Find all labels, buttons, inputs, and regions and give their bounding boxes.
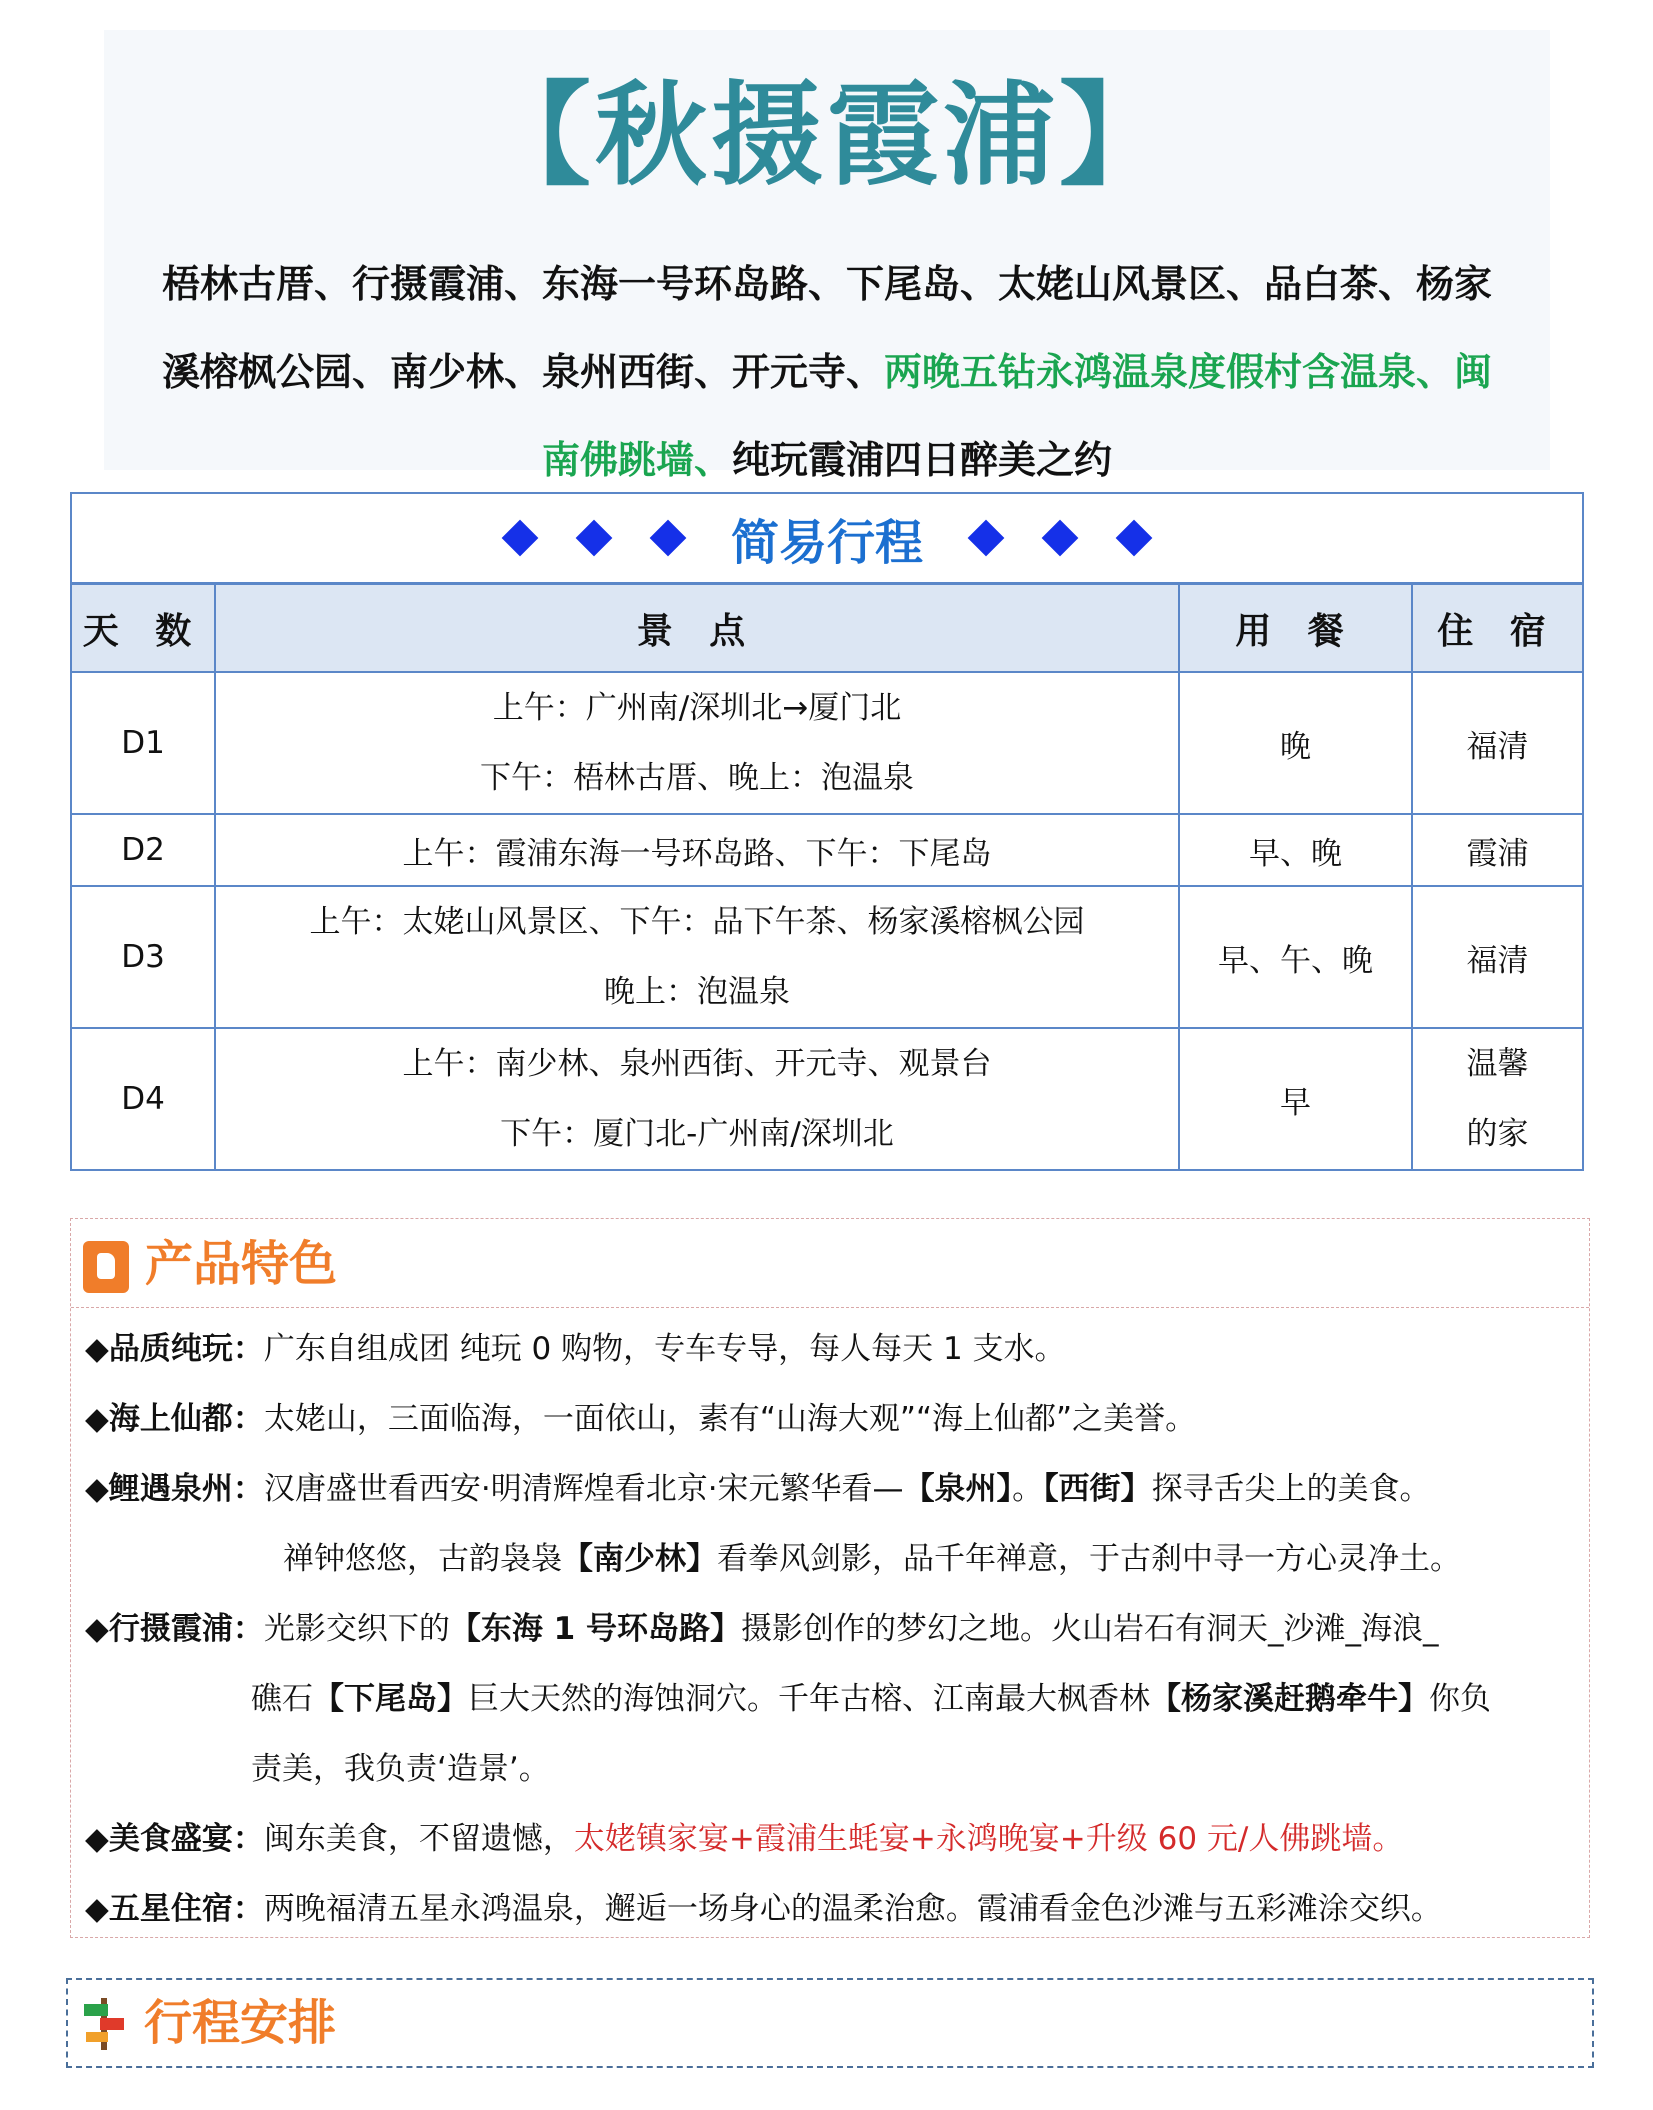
itinerary-grid [72, 585, 1582, 1169]
spot-line: 下午：梧林古厝、晚上：泡温泉 [480, 760, 914, 796]
feature-text: 光影交织下的 [263, 1611, 450, 1647]
feature-text: 广东自组成团 纯玩 0 购物，专车专导，每人每天 1 支水。 [263, 1331, 1066, 1367]
feature-item [85, 1889, 1442, 1929]
day-cell: D1 [72, 672, 215, 814]
stay-line: 温馨 [1466, 1046, 1529, 1082]
feature-text: 责美，我负责‘造景’。 [251, 1751, 550, 1787]
spots-cell [215, 1028, 1179, 1169]
itinerary-title: 简易行程 [730, 514, 923, 571]
feature-label: ◆行摄霞浦： [85, 1611, 264, 1647]
subtitle-line-3-highlight: 南佛跳墙、 [541, 438, 732, 482]
feature-text: 。 [1012, 1471, 1044, 1507]
feature-text: 你负 [1429, 1681, 1491, 1717]
table-row [72, 886, 1582, 1028]
feature-text: 禅钟悠悠，古韵袅袅 [283, 1541, 562, 1577]
subtitle-line-3 [104, 416, 1550, 504]
feature-text: 太姥山，三面临海，一面依山，素有“山海大观”“海上仙都”之美誉。 [263, 1401, 1197, 1437]
meals-cell: 早、晚 [1179, 814, 1412, 886]
feature-item-continued [283, 1539, 1461, 1579]
spots-cell [215, 672, 1179, 814]
features-title: 产品特色 [145, 1236, 338, 1292]
spots-cell: 上午：霞浦东海一号环岛路、下午：下尾岛 [215, 814, 1179, 886]
column-header-day: 天 数 [72, 585, 215, 672]
table-header-row [72, 585, 1582, 672]
feature-label: ◆鲤遇泉州： [85, 1471, 264, 1507]
subtitle-line-2-highlight: 两晚五钻永鸿温泉度假村含温泉、闽 [884, 350, 1493, 394]
feature-text: 探寻舌尖上的美食。 [1151, 1471, 1431, 1507]
feature-item [85, 1329, 1066, 1369]
spot-line: 上午：太姥山风景区、下午：品下午茶、杨家溪榕枫公园 [309, 904, 1085, 940]
feature-label: ◆品质纯玩： [85, 1331, 264, 1367]
feature-text: 闽东美食，不留遗憾， [263, 1821, 574, 1857]
feature-highlight: 【泉州】 [903, 1471, 1013, 1507]
feature-label: ◆美食盛宴： [85, 1821, 264, 1857]
table-row [72, 1028, 1582, 1169]
features-box [70, 1218, 1590, 1938]
feature-highlight: 【杨家溪赶鹅牵牛】 [1150, 1681, 1429, 1717]
subtitle-line-1: 梧林古厝、行摄霞浦、东海一号环岛路、下尾岛、太姥山风景区、品白茶、杨家 [161, 262, 1492, 306]
itinerary-title-bar [72, 494, 1582, 585]
meals-cell: 早 [1179, 1028, 1412, 1169]
feature-label: ◆五星住宿： [85, 1891, 264, 1927]
day-cell: D2 [72, 814, 215, 886]
feature-text: 看拳风剑影，品千年禅意，于古刹中寻一方心灵净土。 [717, 1541, 1461, 1577]
meals-cell: 晚 [1179, 672, 1412, 814]
table-row [72, 814, 1582, 886]
subtitle-line-2-a: 溪榕枫公园、南少林、泉州西街、开元寺、 [161, 350, 884, 394]
spot-line: 下午：厦门北-广州南/深圳北 [500, 1116, 894, 1152]
diamond-icon [1116, 520, 1153, 557]
feature-label: ◆海上仙都： [85, 1401, 264, 1437]
schedule-header [66, 1978, 1594, 2068]
feature-item [85, 1469, 1431, 1509]
feature-item [85, 1819, 1403, 1859]
stay-cell: 福清 [1412, 886, 1582, 1028]
diamond-icon [968, 520, 1005, 557]
page-title: 【秋摄霞浦】 [479, 71, 1175, 201]
day-cell: D4 [72, 1028, 215, 1169]
spots-cell [215, 886, 1179, 1028]
diamond-icon [650, 520, 687, 557]
stay-cell [1412, 1028, 1582, 1169]
diamond-icon [576, 520, 613, 557]
feature-text: 礁石 [251, 1681, 313, 1717]
feature-item-continued [251, 1679, 1491, 1719]
feature-text: 巨大天然的海蚀洞穴。千年古榕、江南最大枫香林 [468, 1681, 1150, 1717]
itinerary-table [70, 492, 1584, 1171]
column-header-spots: 景 点 [215, 585, 1179, 672]
feature-text: 两晚福清五星永鸿温泉，邂逅一场身心的温柔治愈。霞浦看金色沙滩与五彩滩涂交织。 [263, 1891, 1442, 1927]
feature-highlight: 【东海 1 号环岛路】 [449, 1611, 741, 1647]
thumbs-up-icon [83, 1241, 129, 1293]
schedule-title: 行程安排 [144, 1995, 337, 2051]
day-cell: D3 [72, 886, 215, 1028]
feature-highlight: 【西街】 [1043, 1471, 1152, 1507]
diamond-icon [1042, 520, 1079, 557]
feature-item-continued [251, 1749, 550, 1789]
feature-highlight: 【下尾岛】 [313, 1681, 468, 1717]
table-row [72, 672, 1582, 814]
spot-line: 晚上：泡温泉 [604, 974, 790, 1010]
feature-item [85, 1609, 1439, 1649]
header-band [104, 30, 1550, 482]
feature-highlight: 【南少林】 [562, 1541, 717, 1577]
feature-red-text: 太姥镇家宴+霞浦生蚝宴+永鸿晚宴+升级 60 元/人佛跳墙。 [573, 1821, 1404, 1857]
stay-line: 的家 [1466, 1116, 1529, 1152]
subtitle-line-3-b: 纯玩霞浦四日醉美之约 [732, 438, 1113, 482]
subtitle-line-2 [104, 328, 1550, 416]
column-header-meals: 用 餐 [1179, 585, 1412, 672]
features-header [71, 1219, 1589, 1308]
stay-cell: 霞浦 [1412, 814, 1582, 886]
feature-text: 摄影创作的梦幻之地。火山岩石有洞天_沙滩_海浪_ [741, 1611, 1439, 1647]
meals-cell: 早、午、晚 [1179, 886, 1412, 1028]
spot-line: 上午：南少林、泉州西街、开元寺、观景台 [402, 1046, 992, 1082]
stay-cell: 福清 [1412, 672, 1582, 814]
spot-line: 上午：广州南/深圳北→厦门北 [492, 690, 902, 726]
diamond-icon [502, 520, 539, 557]
column-header-stay: 住 宿 [1412, 585, 1582, 672]
signpost-icon [84, 1998, 124, 2050]
feature-item [85, 1399, 1196, 1439]
feature-text: 汉唐盛世看西安·明清辉煌看北京·宋元繁华看— [263, 1471, 904, 1507]
